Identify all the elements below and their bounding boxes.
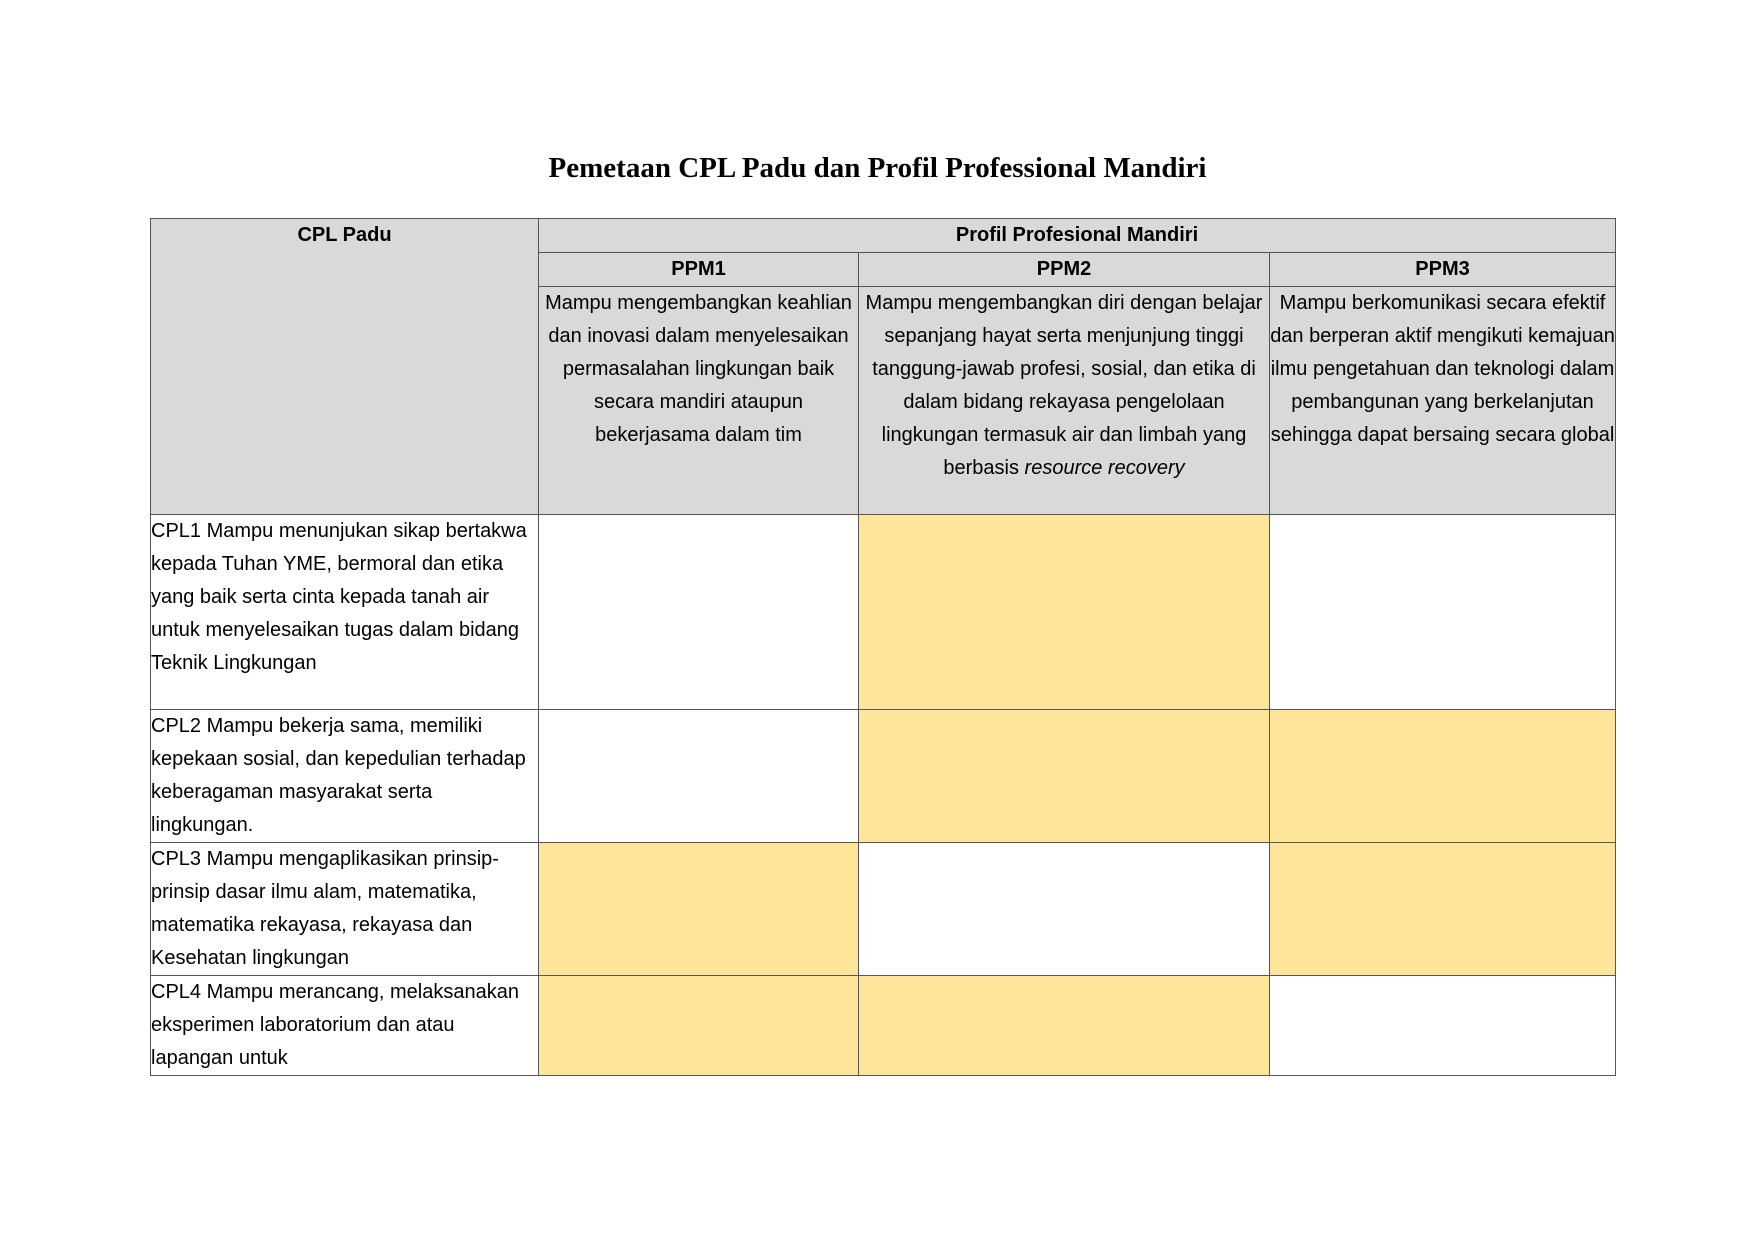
table-row: [151, 976, 1616, 1076]
ppm2-description: [859, 287, 1270, 515]
ppm2-description-italic: resource recovery: [1024, 457, 1185, 479]
ppm1-description: [539, 287, 859, 515]
ppm1-description-text: Mampu mengembangkan keahlian dan inovasi dalam menyelesaikan permasalahan lingkungan baik secara mandiri ataupun bekerjasama dalam tim: [545, 292, 852, 446]
cpl3-label: CPL3 Mampu mengaplikasikan prinsip-prinsip dasar ilmu alam, matematika, matematika rekayasa, rekayasa dan Kesehatan lingkungan: [151, 843, 539, 976]
cpl1-ppm3-cell: [1270, 515, 1616, 710]
ppm3-header: PPM3: [1270, 253, 1616, 287]
cpl4-ppm1-cell: [539, 976, 859, 1076]
cpl2-label: CPL2 Mampu bekerja sama, memiliki kepekaan sosial, dan kepedulian terhadap keberagaman masyarakat serta lingkungan.: [151, 710, 539, 843]
cpl1-label: CPL1 Mampu menunjukan sikap bertakwa kepada Tuhan YME, bermoral dan etika yang baik serta cinta kepada tanah air untuk menyelesaikan tugas dalam bidang Teknik Lingkungan: [151, 515, 539, 710]
cpl1-ppm2-cell: [859, 515, 1270, 710]
ppm2-header: PPM2: [859, 253, 1270, 287]
cpl4-ppm3-cell: [1270, 976, 1616, 1076]
cpl2-ppm2-cell: [859, 710, 1270, 843]
ppm2-description-text: Mampu mengembangkan diri dengan belajar sepanjang hayat serta menjunjung tinggi tanggung-jawab profesi, sosial, dan etika di dalam bidang rekayasa pengelolaan lingkungan termasuk air dan limbah yang berbasis: [865, 292, 1263, 479]
cpl2-ppm3-cell: [1270, 710, 1616, 843]
table-row: [151, 710, 1616, 843]
table-row: [151, 843, 1616, 976]
ppm3-description: [1270, 287, 1616, 515]
cpl3-ppm3-cell: [1270, 843, 1616, 976]
ppm3-description-text: Mampu berkomunikasi secara efektif dan berperan aktif mengikuti kemajuan ilmu pengetahuan dan teknologi dalam pembangunan yang berkelanjutan sehingga dapat bersaing secara global: [1270, 292, 1615, 446]
cpl4-label: CPL4 Mampu merancang, melaksanakan eksperimen laboratorium dan atau lapangan untuk: [151, 976, 539, 1076]
cpl1-ppm1-cell: [539, 515, 859, 710]
ppm1-header: PPM1: [539, 253, 859, 287]
cpl3-ppm2-cell: [859, 843, 1270, 976]
page-title: Pemetaan CPL Padu dan Profil Professional Mandiri: [548, 152, 1207, 184]
cpl-padu-header: CPL Padu: [151, 219, 539, 515]
mapping-table: [150, 218, 1616, 1076]
ppm-group-header: Profil Profesional Mandiri: [539, 219, 1616, 253]
table-row: [151, 515, 1616, 710]
cpl2-ppm1-cell: [539, 710, 859, 843]
cpl4-ppm2-cell: [859, 976, 1270, 1076]
cpl3-ppm1-cell: [539, 843, 859, 976]
